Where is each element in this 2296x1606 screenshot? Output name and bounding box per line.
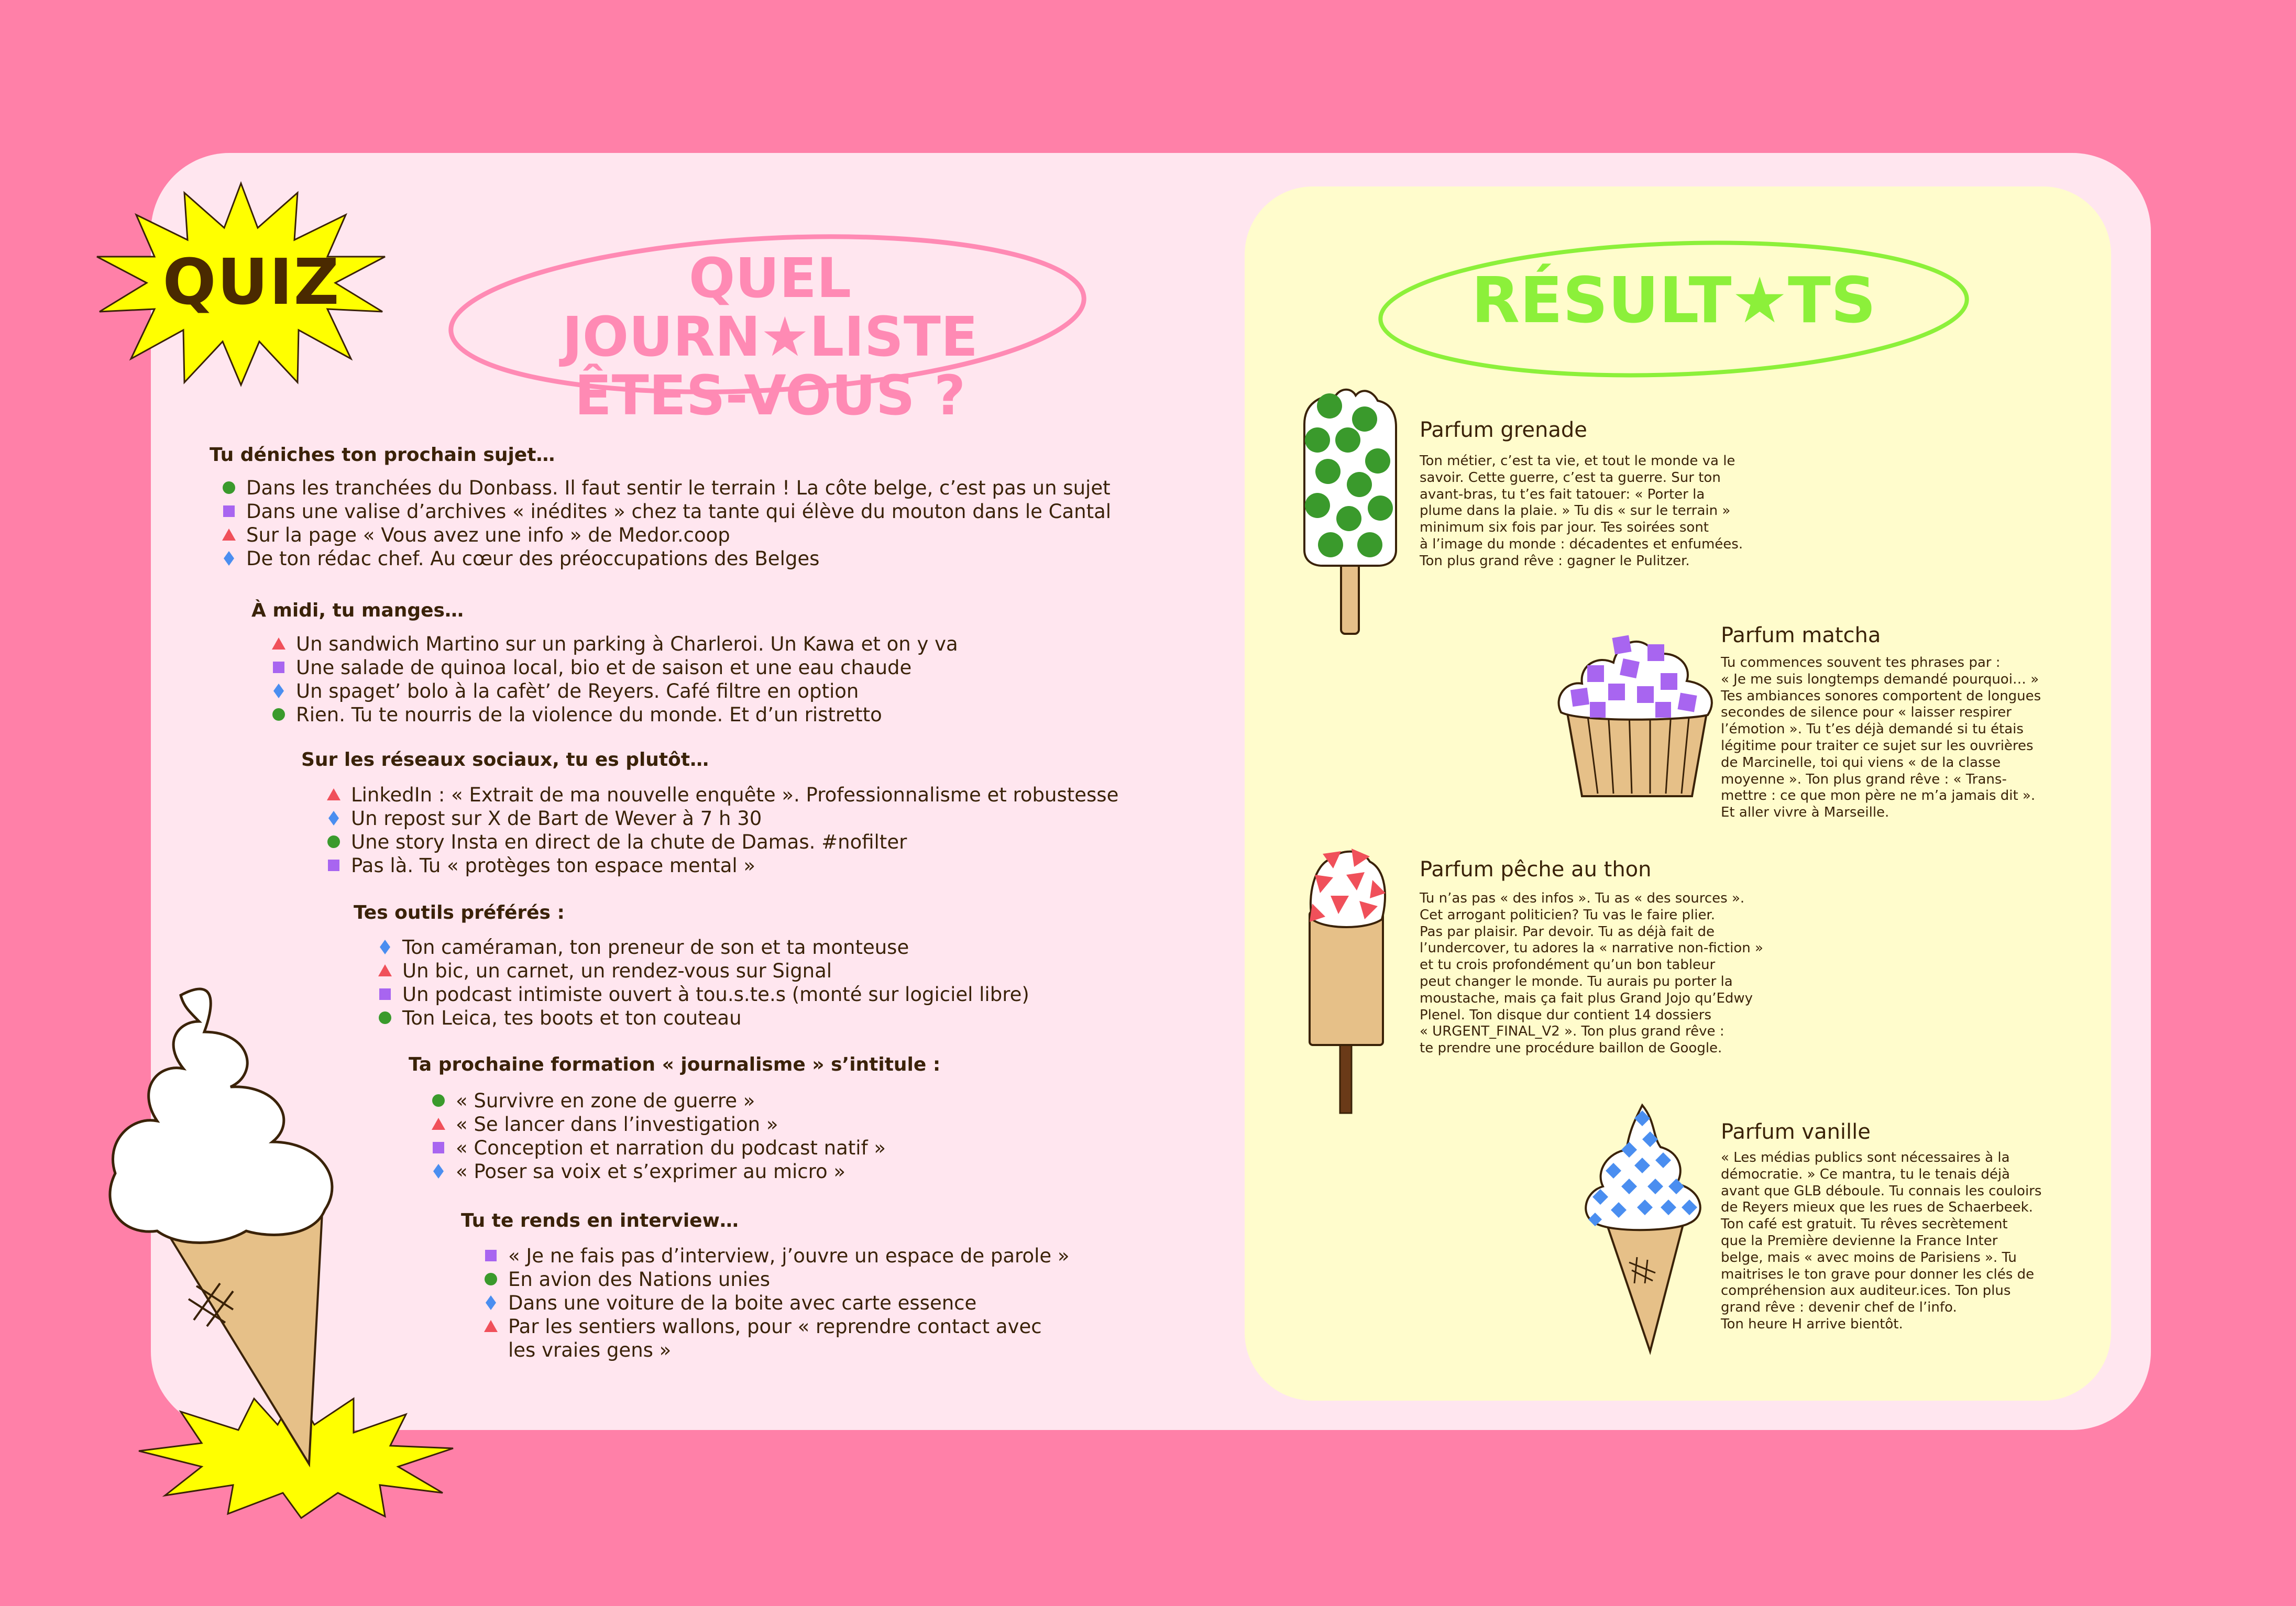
result-line: Ton métier, c’est ta vie, et tout le monde va le xyxy=(1420,453,1735,469)
result-line: Ton plus grand rêve : gagner le Pulitzer. xyxy=(1420,553,1690,569)
diamond-marker-icon xyxy=(326,810,342,826)
result-line: l’undercover, tu adores la « narrative non-fiction » xyxy=(1420,940,1763,956)
answer-option[interactable]: « Je ne fais pas d’interview, j’ouvre un espace de parole » xyxy=(508,1245,1070,1267)
triangle-marker-icon xyxy=(221,527,237,543)
result-line: savoir. Cette guerre, c’est ta guerre. Sur ton xyxy=(1420,469,1721,486)
answer-option[interactable]: Dans une voiture de la boite avec carte essence xyxy=(508,1292,977,1314)
circle-marker-icon xyxy=(221,480,237,496)
result-line: secondes de silence pour « laisser respirer xyxy=(1721,705,2012,721)
result-line: Plenel. Ton disque dur contient 14 dossiers xyxy=(1420,1007,1712,1023)
result-line: minimum six fois par jour. Tes soirées sont xyxy=(1420,520,1709,536)
square-marker-icon xyxy=(431,1140,446,1156)
circle-marker-icon xyxy=(326,834,342,850)
question-title: Tu te rends en interview… xyxy=(461,1210,739,1231)
question-title: Tes outils préférés : xyxy=(354,902,565,923)
answer-option-continued: les vraies gens » xyxy=(508,1339,672,1361)
answer-option[interactable]: Sur la page « Vous avez une info » de Medor.coop xyxy=(246,524,730,546)
diamond-marker-icon xyxy=(431,1163,446,1179)
answer-option[interactable]: Rien. Tu te nourris de la violence du monde. Et d’un ristretto xyxy=(296,703,882,726)
answer-option[interactable]: Dans une valise d’archives « inédites » chez ta tante qui élève du mouton dans le Cantal xyxy=(246,500,1112,523)
answer-option[interactable]: Ton Leica, tes boots et ton couteau xyxy=(402,1007,742,1029)
result-title: Parfum vanille xyxy=(1721,1120,1871,1144)
result-line: Ton café est gratuit. Tu rêves secrètement xyxy=(1721,1216,2008,1233)
result-line: que la Première devienne la France Inter xyxy=(1721,1233,1998,1249)
result-line: Ton heure H arrive bientôt. xyxy=(1721,1316,1903,1332)
answer-option[interactable]: Une story Insta en direct de la chute de Damas. #nofilter xyxy=(351,831,907,853)
circle-marker-icon xyxy=(377,1010,393,1026)
answer-option[interactable]: Ton caméraman, ton preneur de son et ta monteuse xyxy=(402,936,909,959)
circle-marker-icon xyxy=(483,1271,499,1287)
result-line: Pas par plaisir. Par devoir. Tu as déjà fait de xyxy=(1420,923,1715,940)
answer-option[interactable]: LinkedIn : « Extrait de ma nouvelle enquête ». Professionnalisme et robustesse xyxy=(351,784,1119,806)
result-line: belge, mais « avec moins de Parisiens ». Tu xyxy=(1721,1249,2017,1266)
triangle-marker-icon xyxy=(326,787,342,802)
result-line: avant que GLB déboule. Tu connais les couloirs xyxy=(1721,1183,2042,1199)
square-marker-icon xyxy=(271,659,287,675)
result-line: « Je me suis longtemps demandé pourquoi… » xyxy=(1721,671,2039,687)
answer-option[interactable]: Un bic, un carnet, un rendez-vous sur Signal xyxy=(402,960,832,982)
result-line: mettre : ce que mon père ne m’a jamais dit ». xyxy=(1721,788,2036,804)
result-line: de Reyers mieux que les rues de Schaerbeek. xyxy=(1721,1200,2033,1216)
result-description xyxy=(1420,890,1763,1057)
result-line: peut changer le monde. Tu aurais pu porter la xyxy=(1420,973,1733,989)
answer-option[interactable]: « Survivre en zone de guerre » xyxy=(456,1090,755,1112)
result-line: et tu crois profondément qu’un bon tableur xyxy=(1420,957,1716,973)
result-line: Tes ambiances sonores comportent de longues xyxy=(1721,688,2041,704)
result-line: grand rêve : devenir chef de l’info. xyxy=(1721,1300,1957,1316)
square-marker-icon xyxy=(221,503,237,519)
quiz-badge: QUIZ xyxy=(162,246,340,319)
question-title: Ta prochaine formation « journalisme » s’intitule : xyxy=(409,1054,941,1075)
result-line: compréhension aux auditeur.ices. Ton plus xyxy=(1721,1283,2011,1299)
result-line: moustache, mais ça fait plus Grand Jojo qu’Edwy xyxy=(1420,990,1753,1006)
popsicle-green-dots-icon xyxy=(1294,377,1409,639)
result-line: à l’image du monde : décadentes et enfumées. xyxy=(1420,536,1743,552)
answer-option[interactable]: Par les sentiers wallons, pour « reprendre contact avec xyxy=(508,1315,1042,1338)
result-line: l’émotion ». Tu t’es déjà demandé si tu étais xyxy=(1721,721,2024,738)
result-line: de Marcinelle, toi qui viens « de la classe xyxy=(1721,754,2001,771)
answer-option[interactable]: Pas là. Tu « protèges ton espace mental » xyxy=(351,854,756,877)
results-title: RÉSULT★TS xyxy=(1471,265,1876,337)
answer-option[interactable]: « Se lancer dans l’investigation » xyxy=(456,1113,778,1136)
result-line: te prendre une procédure baillon de Google. xyxy=(1420,1040,1722,1057)
question-title: Tu déniches ton prochain sujet… xyxy=(210,444,555,466)
cone-blue-diamonds-icon xyxy=(1577,1100,1713,1357)
triangle-marker-icon xyxy=(483,1318,499,1334)
diamond-marker-icon xyxy=(483,1295,499,1311)
answer-option[interactable]: Un spaget’ bolo à la cafèt’ de Reyers. Café filtre en option xyxy=(296,680,859,702)
answer-option[interactable]: Un podcast intimiste ouvert à tou.s.te.s (monté sur logiciel libre) xyxy=(402,983,1029,1006)
answer-option[interactable]: Un sandwich Martino sur un parking à Charleroi. Un Kawa et on y va xyxy=(296,633,958,655)
result-title: Parfum pêche au thon xyxy=(1420,857,1652,882)
triangle-marker-icon xyxy=(377,963,393,978)
square-marker-icon xyxy=(483,1248,499,1263)
ice-cream-cone-icon xyxy=(100,974,351,1477)
result-line: Tu commences souvent tes phrases par : xyxy=(1721,655,2001,670)
circle-marker-icon xyxy=(271,707,287,722)
result-description xyxy=(1420,453,1743,570)
result-title: Parfum grenade xyxy=(1420,418,1587,442)
answer-option[interactable]: De ton rédac chef. Au cœur des préoccupations des Belges xyxy=(246,547,820,570)
result-line: légitime pour traiter ce sujet sur les ouvrières xyxy=(1721,738,2034,754)
cupcake-purple-squares-icon xyxy=(1551,623,1718,807)
answer-option[interactable]: Dans les tranchées du Donbass. Il faut sentir le terrain ! La côte belge, c’est pas un sujet xyxy=(246,477,1111,499)
answer-option[interactable]: « Poser sa voix et s’exprimer au micro » xyxy=(456,1160,846,1183)
triangle-marker-icon xyxy=(431,1116,446,1132)
result-description xyxy=(1721,655,2041,821)
result-title: Parfum matcha xyxy=(1721,623,1881,647)
result-line: Cet arrogant politicien? Tu vas le faire plier. xyxy=(1420,907,1716,923)
result-line: « Les médias publics sont nécessaires à la xyxy=(1721,1150,2010,1165)
diamond-marker-icon xyxy=(271,683,287,699)
result-line: Et aller vivre à Marseille. xyxy=(1721,805,1889,821)
result-line: « URGENT_FINAL_V2 ». Ton plus grand rêve : xyxy=(1420,1024,1724,1040)
triangle-marker-icon xyxy=(271,636,287,652)
push-pop-red-triangles-icon xyxy=(1294,843,1399,1116)
page-title: QUEL JOURN★LISTE ÊTES-VOUS ? xyxy=(562,246,978,427)
diamond-marker-icon xyxy=(221,551,237,566)
circle-marker-icon xyxy=(431,1093,446,1108)
result-line: démocratie. » Ce mantra, tu le tenais déjà xyxy=(1721,1166,2010,1182)
result-line: avant-bras, tu t’es fait tatouer: « Porter la xyxy=(1420,486,1705,502)
square-marker-icon xyxy=(377,986,393,1002)
result-line: maitrises le ton grave pour donner les clés de xyxy=(1721,1266,2035,1282)
answer-option[interactable]: En avion des Nations unies xyxy=(508,1268,771,1291)
result-line: Tu n’as pas « des infos ». Tu as « des sources ». xyxy=(1420,890,1745,906)
answer-option[interactable]: « Conception et narration du podcast natif » xyxy=(456,1137,886,1159)
result-description xyxy=(1721,1150,2041,1333)
square-marker-icon xyxy=(326,857,342,873)
result-line: plume dans la plaie. » Tu dis « sur le terrain » xyxy=(1420,503,1731,519)
question-title: Sur les réseaux sociaux, tu es plutôt… xyxy=(301,749,709,771)
result-line: moyenne ». Ton plus grand rêve : « Trans- xyxy=(1721,771,2007,787)
question-title: À midi, tu manges… xyxy=(251,600,464,621)
answer-option[interactable]: Une salade de quinoa local, bio et de saison et une eau chaude xyxy=(296,656,912,679)
answer-option[interactable]: Un repost sur X de Bart de Wever à 7 h 30 xyxy=(351,807,762,830)
diamond-marker-icon xyxy=(377,939,393,955)
